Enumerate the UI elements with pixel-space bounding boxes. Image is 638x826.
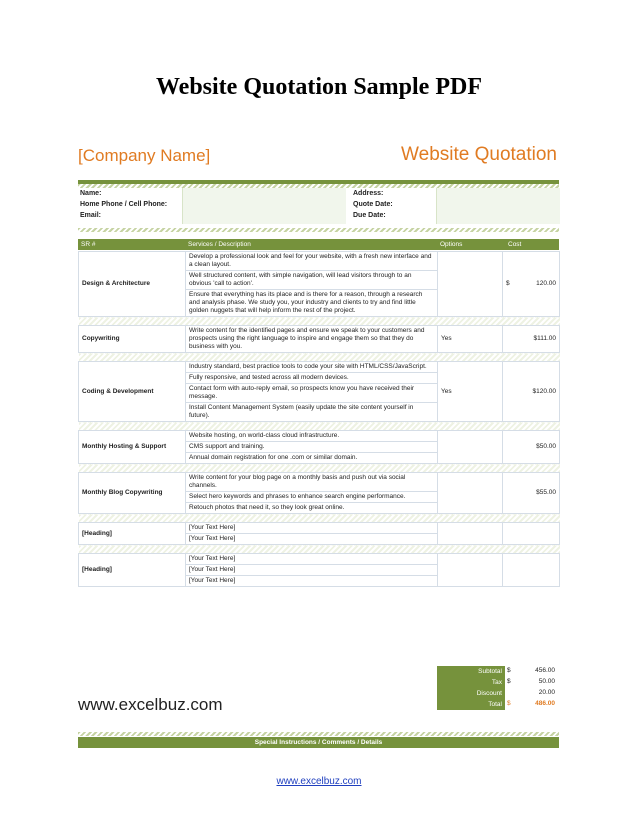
address-field-box[interactable] [436, 188, 560, 224]
section-spacer [79, 545, 560, 554]
table-row [79, 523, 560, 534]
subtotal-currency: $ [507, 667, 511, 674]
due-date-label: Due Date: [353, 212, 386, 219]
total-value: 486.00 [535, 700, 555, 707]
service-name: Copywriting [79, 326, 186, 353]
service-description: Select hero keywords and phrases to enhance search engine performance. [186, 492, 438, 503]
total-label: Total [437, 699, 505, 710]
name-label: Name: [80, 190, 102, 197]
option-cell[interactable]: Yes [438, 362, 503, 422]
service-description: Well structured content, with simple navigation, will lead visitors through to an obvious 'call to action'. [186, 271, 438, 290]
service-name: Monthly Hosting & Support [79, 431, 186, 464]
service-description: Develop a professional look and feel for your website, with a fresh new interface and a clean layout. [186, 252, 438, 271]
website-watermark: www.excelbuz.com [78, 695, 223, 714]
col-sr: SR # [81, 241, 96, 248]
total-row [437, 699, 559, 710]
cost-value: 120.00 [536, 280, 556, 287]
footer-link[interactable]: www.excelbuz.com [276, 776, 362, 787]
service-description: Fully responsive, and tested across all modern devices. [186, 373, 438, 384]
customer-field-box[interactable] [182, 188, 346, 224]
spacer-cell [79, 353, 560, 362]
table-row [79, 431, 560, 442]
col-options: Options [440, 241, 463, 248]
section-spacer [79, 422, 560, 431]
option-cell[interactable] [438, 523, 503, 545]
service-description: Write content for your blog page on a monthly basis and push out via social channels. [186, 473, 438, 492]
cost-currency: $ [506, 280, 510, 287]
cost-cell [503, 252, 560, 317]
service-description: CMS support and training. [186, 442, 438, 453]
address-label: Address: [353, 190, 384, 197]
quotation-sheet [78, 138, 559, 750]
info-stripe [78, 228, 559, 232]
section-spacer [79, 353, 560, 362]
table-row [79, 554, 560, 565]
cost-cell [503, 362, 560, 422]
service-description: Install Content Management System (easily update the site content yourself in future). [186, 403, 438, 422]
service-name: Monthly Blog Copywriting [79, 473, 186, 514]
service-description: Retouch photos that need it, so they look great online. [186, 503, 438, 514]
subtotal-label: Subtotal [437, 666, 505, 677]
spacer-cell [79, 545, 560, 554]
cost-value: $111.00 [533, 335, 556, 342]
cost-value: $120.00 [532, 387, 556, 395]
option-cell[interactable] [438, 431, 503, 464]
option-cell[interactable] [438, 473, 503, 514]
spacer-cell [79, 317, 560, 326]
service-description: [Your Text Here] [186, 554, 438, 565]
discount-label: Discount [437, 688, 505, 699]
service-description: Ensure that everything has its place and is there for a reason, through a research and analysis phase. We study you, your industry and clients to try and find little golden nuggets that will help inform the rest of the project. [186, 290, 438, 317]
spacer-cell [79, 422, 560, 431]
service-description: Website hosting, on world-class cloud infrastructure. [186, 431, 438, 442]
cost-cell [503, 326, 560, 353]
section-spacer [79, 464, 560, 473]
tax-row [437, 677, 559, 688]
service-name: Design & Architecture [79, 252, 186, 317]
tax-currency: $ [507, 678, 511, 685]
cost-cell [503, 431, 560, 464]
subtotal-row [437, 666, 559, 677]
quotation-table [78, 251, 560, 587]
cost-cell [503, 523, 560, 545]
spacer-cell [79, 514, 560, 523]
service-description: Annual domain registration for one .com or similar domain. [186, 453, 438, 464]
quote-title: Website Quotation [401, 144, 557, 165]
spacer-cell [79, 464, 560, 473]
service-name: [Heading] [79, 523, 186, 545]
cost-value: $50.00 [536, 443, 556, 450]
section-spacer [79, 317, 560, 326]
table-row [79, 252, 560, 271]
table-header [78, 239, 559, 250]
col-cost: Cost [508, 241, 522, 248]
cost-cell [503, 554, 560, 587]
cost-value: $55.00 [536, 489, 556, 496]
quote-date-label: Quote Date: [353, 201, 393, 208]
customer-info [78, 188, 559, 226]
email-label: Email: [80, 212, 102, 219]
service-description: [Your Text Here] [186, 565, 438, 576]
service-name: [Heading] [79, 554, 186, 587]
section-spacer [79, 514, 560, 523]
subtotal-value: 456.00 [535, 667, 555, 674]
totals-block [437, 666, 559, 710]
bottom-stripe [78, 732, 559, 736]
table-row [79, 362, 560, 373]
cost-cell [503, 473, 560, 514]
col-services: Services / Description [188, 241, 251, 248]
service-description: Industry standard, best practice tools to code your site with HTML/CSS/JavaScript. [186, 362, 438, 373]
service-description: [Your Text Here] [186, 534, 438, 545]
option-cell[interactable]: Yes [438, 326, 503, 353]
service-description: [Your Text Here] [186, 523, 438, 534]
total-currency: $ [507, 700, 511, 707]
option-cell[interactable] [438, 252, 503, 317]
option-cell[interactable] [438, 554, 503, 587]
document-title: Website Quotation Sample PDF [155, 74, 482, 100]
discount-row [437, 688, 559, 699]
tax-label: Tax [437, 677, 505, 688]
table-row [79, 326, 560, 353]
service-description: Write content for the identified pages and ensure we speak to your customers and prospects using the right language to inspire and engage them so that they do business with you. [186, 326, 438, 353]
phone-label: Home Phone / Cell Phone: [80, 201, 168, 208]
table-row [79, 473, 560, 492]
tax-value: 50.00 [538, 678, 555, 685]
discount-value: 20.00 [538, 689, 555, 696]
service-description: Contact form with auto-reply email, so prospects know you have received their message. [186, 384, 438, 403]
service-description: [Your Text Here] [186, 576, 438, 587]
service-name: Coding & Development [79, 362, 186, 422]
company-name: [Company Name] [78, 146, 211, 165]
special-instructions-bar: Special Instructions / Comments / Details [78, 737, 559, 748]
